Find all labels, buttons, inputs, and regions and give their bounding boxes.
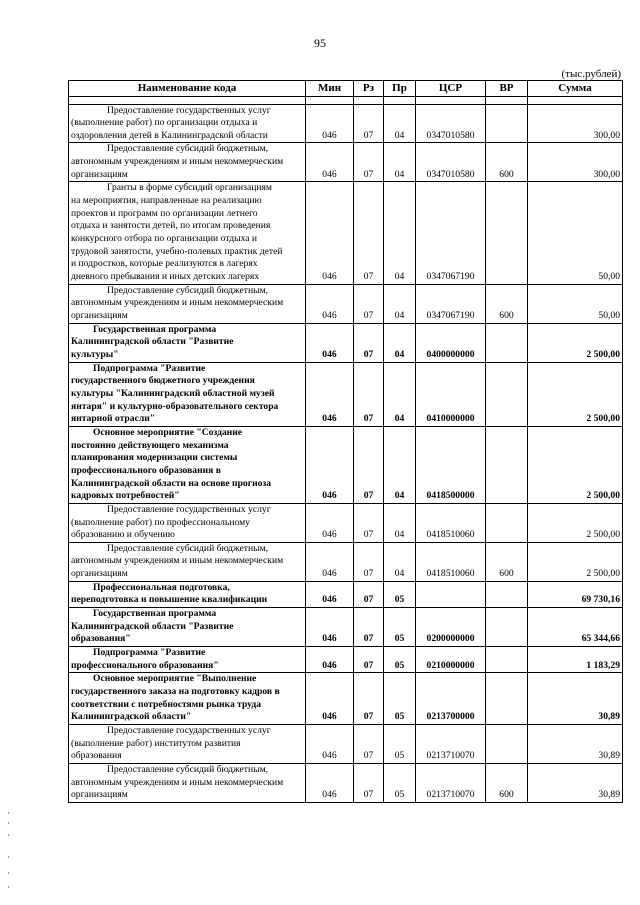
table-row xyxy=(69,426,623,503)
row-name xyxy=(69,323,306,362)
cell-pr: 04 xyxy=(384,542,416,581)
cell-csr: 0213700000 xyxy=(416,673,486,725)
cell-min: 046 xyxy=(306,104,354,143)
row-name xyxy=(69,763,306,802)
table-row xyxy=(69,284,623,323)
row-name-line: (выполнение работ) по профессиональному xyxy=(71,516,250,528)
row-name xyxy=(69,542,306,581)
cell-csr: 0400000000 xyxy=(416,323,486,362)
row-name-line: культуры" xyxy=(71,348,119,360)
cell-rz: 07 xyxy=(354,143,384,182)
cell-rz: 07 xyxy=(354,542,384,581)
row-name-line: Калининградской области "Развитие xyxy=(71,620,234,632)
cell-sum: 69 730,16 xyxy=(528,581,623,607)
header-pr: Пр xyxy=(384,81,416,97)
row-name-line: образованию и обучению xyxy=(71,529,175,541)
row-name-line: автономным учреждениям и иным некоммерческим xyxy=(71,776,284,788)
row-name xyxy=(69,143,306,182)
cell-rz: 07 xyxy=(354,608,384,647)
cell-min: 046 xyxy=(306,426,354,503)
cell-rz: 07 xyxy=(354,725,384,764)
cell-csr: 0418510060 xyxy=(416,542,486,581)
row-name-line: проектов и программ по организации летнего xyxy=(71,207,258,219)
cell-vr: 600 xyxy=(486,542,528,581)
cell-pr: 04 xyxy=(384,284,416,323)
cell-min: 046 xyxy=(306,542,354,581)
row-name-line: Подпрограмма "Развитие xyxy=(93,362,206,374)
row-name xyxy=(69,608,306,647)
row-name-line: на мероприятия, направленные на реализацию xyxy=(71,195,262,207)
row-name xyxy=(69,362,306,426)
cell-rz: 07 xyxy=(354,362,384,426)
row-name-line: государственного заказа на подготовку кадров в xyxy=(71,686,280,698)
header-sum: Сумма xyxy=(528,81,623,97)
cell-csr: 0418510060 xyxy=(416,503,486,542)
cell-min: 046 xyxy=(306,673,354,725)
row-name-line: Основное мероприятие "Создание xyxy=(93,426,243,438)
cell-vr xyxy=(486,673,528,725)
table-body xyxy=(69,96,623,802)
table-row xyxy=(69,608,623,647)
row-name-line: соответствии с потребностями рынка труда xyxy=(71,698,262,710)
row-name xyxy=(69,647,306,673)
cell-pr: 05 xyxy=(384,673,416,725)
cell-pr: 05 xyxy=(384,725,416,764)
table-row xyxy=(69,362,623,426)
cell-rz: 07 xyxy=(354,104,384,143)
cell-csr: 0213710070 xyxy=(416,725,486,764)
row-name-line: автономным учреждениям и иным некоммерческим xyxy=(71,156,284,168)
cell-pr: 04 xyxy=(384,323,416,362)
cell-sum: 30,89 xyxy=(528,725,623,764)
cell-pr: 05 xyxy=(384,581,416,607)
cell-pr: 05 xyxy=(384,608,416,647)
cell-vr xyxy=(486,608,528,647)
row-name-line: культуры "Калининградский областной музей xyxy=(71,387,275,399)
row-name xyxy=(69,104,306,143)
table-row xyxy=(69,542,623,581)
row-name-line: Основное мероприятие "Выполнение xyxy=(93,673,257,685)
row-name-line: Калининградской области" xyxy=(71,711,192,723)
cell-pr: 04 xyxy=(384,503,416,542)
row-name xyxy=(69,581,306,607)
cell-sum: 300,00 xyxy=(528,104,623,143)
header-min: Мин xyxy=(306,81,354,97)
cell-rz: 07 xyxy=(354,647,384,673)
row-name xyxy=(69,503,306,542)
cell-rz: 07 xyxy=(354,284,384,323)
table-row xyxy=(69,673,623,725)
table-row xyxy=(69,725,623,764)
cell-sum: 30,89 xyxy=(528,673,623,725)
row-name-line: автономным учреждениям и иным некоммерческим xyxy=(71,297,284,309)
row-name-line: Предоставление субсидий бюджетным, xyxy=(107,542,269,554)
row-name-line: постоянно действующего механизма xyxy=(71,439,229,451)
row-name xyxy=(69,284,306,323)
row-name-line: (выполнение работ) институтом развития xyxy=(71,737,241,749)
row-name-line: Предоставление государственных услуг xyxy=(107,725,271,737)
cell-min: 046 xyxy=(306,362,354,426)
cell-csr: 0347067190 xyxy=(416,182,486,284)
row-name-line: организациям xyxy=(71,168,128,180)
scan-marks xyxy=(6,812,12,902)
table-row xyxy=(69,763,623,802)
row-name-line: организациям xyxy=(71,568,128,580)
table-row xyxy=(69,503,623,542)
row-name-line: кадровых потребностей" xyxy=(71,490,180,502)
cell-vr: 600 xyxy=(486,763,528,802)
row-name-line: организациям xyxy=(71,310,128,322)
cell-rz: 07 xyxy=(354,673,384,725)
row-name-line: автономным учреждениям и иным некоммерческим xyxy=(71,555,284,567)
page-number: 95 xyxy=(314,36,326,50)
cell-vr xyxy=(486,581,528,607)
row-name-line: организациям xyxy=(71,789,128,801)
table-header-row xyxy=(69,81,623,97)
row-name-line: образования xyxy=(71,750,122,762)
cell-sum: 30,89 xyxy=(528,763,623,802)
cell-vr xyxy=(486,182,528,284)
row-name xyxy=(69,673,306,725)
cell-csr: 0200000000 xyxy=(416,608,486,647)
cell-sum: 1 183,29 xyxy=(528,647,623,673)
cell-sum: 2 500,00 xyxy=(528,362,623,426)
cell-min: 046 xyxy=(306,581,354,607)
cell-min: 046 xyxy=(306,608,354,647)
cell-vr: 600 xyxy=(486,284,528,323)
row-name-line: профессионального образования" xyxy=(71,659,219,671)
cell-pr: 04 xyxy=(384,182,416,284)
cell-csr: 0347067190 xyxy=(416,284,486,323)
cell-pr: 05 xyxy=(384,763,416,802)
cell-csr: 0347010580 xyxy=(416,143,486,182)
row-name-line: Калининградской области на основе прогноза xyxy=(71,477,272,489)
cell-pr: 04 xyxy=(384,426,416,503)
units-note: (тыс.рублей) xyxy=(561,68,621,80)
cell-pr: 04 xyxy=(384,362,416,426)
table-row xyxy=(69,647,623,673)
row-name-line: профессионального образования в xyxy=(71,464,221,476)
cell-sum: 50,00 xyxy=(528,182,623,284)
cell-rz: 07 xyxy=(354,763,384,802)
cell-min: 046 xyxy=(306,725,354,764)
cell-min: 046 xyxy=(306,143,354,182)
table-row xyxy=(69,143,623,182)
header-csr: ЦСР xyxy=(416,81,486,97)
row-name-line: образования" xyxy=(71,633,131,645)
budget-table xyxy=(68,80,623,803)
cell-rz: 07 xyxy=(354,581,384,607)
cell-csr: 0410000000 xyxy=(416,362,486,426)
cell-vr xyxy=(486,362,528,426)
cell-vr xyxy=(486,104,528,143)
cell-csr: 0418500000 xyxy=(416,426,486,503)
row-name-line: Предоставление государственных услуг xyxy=(107,104,271,116)
row-name-line: и подростков, которые реализуются в лагерях xyxy=(71,258,258,270)
cell-min: 046 xyxy=(306,503,354,542)
row-name-line: Профессиональная подготовка, xyxy=(93,581,230,593)
cell-min: 046 xyxy=(306,284,354,323)
row-name-line: трудовой занятости, учебно-полевых практик детей xyxy=(71,245,283,257)
cell-rz: 07 xyxy=(354,503,384,542)
row-name-line: янтарной отрасли" xyxy=(71,413,156,425)
cell-min: 046 xyxy=(306,182,354,284)
row-name-line: Калининградской области "Развитие xyxy=(71,336,234,348)
table-row xyxy=(69,581,623,607)
cell-vr: 600 xyxy=(486,143,528,182)
cell-rz: 07 xyxy=(354,426,384,503)
cell-sum: 50,00 xyxy=(528,284,623,323)
cell-csr: 0210000000 xyxy=(416,647,486,673)
row-name-line: Государственная программа xyxy=(93,608,217,620)
row-name-line: янтаря" и культурно-образовательного сектора xyxy=(71,400,279,412)
cell-rz: 07 xyxy=(354,323,384,362)
header-rz: Рз xyxy=(354,81,384,97)
cell-sum: 2 500,00 xyxy=(528,503,623,542)
row-name-line: Подпрограмма "Развитие xyxy=(93,647,206,659)
cell-sum: 2 500,00 xyxy=(528,323,623,362)
cell-sum: 2 500,00 xyxy=(528,542,623,581)
header-vr: ВР xyxy=(486,81,528,97)
row-name-line: планирования модернизации системы xyxy=(71,452,238,464)
spacer-row xyxy=(69,96,623,104)
row-name-line: (выполнение работ) по организации отдыха и xyxy=(71,117,258,129)
cell-csr xyxy=(416,581,486,607)
row-name-line: отдыха и занятости детей, по итогам проведения xyxy=(71,220,271,232)
cell-vr xyxy=(486,647,528,673)
cell-pr: 04 xyxy=(384,104,416,143)
cell-sum: 2 500,00 xyxy=(528,426,623,503)
row-name xyxy=(69,725,306,764)
cell-pr: 05 xyxy=(384,647,416,673)
row-name-line: Предоставление субсидий бюджетным, xyxy=(107,143,269,155)
cell-vr xyxy=(486,323,528,362)
row-name-line: дневного пребывания и иных детских лагерях xyxy=(71,271,260,283)
table-row xyxy=(69,323,623,362)
cell-csr: 0213710070 xyxy=(416,763,486,802)
cell-vr xyxy=(486,725,528,764)
cell-pr: 04 xyxy=(384,143,416,182)
row-name-line: Предоставление субсидий бюджетным, xyxy=(107,284,269,296)
cell-min: 046 xyxy=(306,323,354,362)
header-name: Наименование кода xyxy=(69,81,306,97)
cell-sum: 65 344,66 xyxy=(528,608,623,647)
cell-vr xyxy=(486,426,528,503)
cell-rz: 07 xyxy=(354,182,384,284)
table-row xyxy=(69,104,623,143)
row-name-line: переподготовка и повышение квалификации xyxy=(71,594,268,606)
row-name-line: конкурсного отбора по организации отдыха и xyxy=(71,233,258,245)
row-name xyxy=(69,182,306,284)
cell-vr xyxy=(486,503,528,542)
row-name-line: Государственная программа xyxy=(93,323,217,335)
row-name-line: государственного бюджетного учреждения xyxy=(71,375,255,387)
cell-csr: 0347010580 xyxy=(416,104,486,143)
cell-min: 046 xyxy=(306,763,354,802)
table-row xyxy=(69,182,623,284)
row-name-line: Предоставление субсидий бюджетным, xyxy=(107,763,269,775)
row-name xyxy=(69,426,306,503)
row-name-line: Гранты в форме субсидий организациям xyxy=(107,182,272,194)
row-name-line: оздоровления детей в Калининградской области xyxy=(71,129,268,141)
cell-min: 046 xyxy=(306,647,354,673)
row-name-line: Предоставление государственных услуг xyxy=(107,503,271,515)
cell-sum: 300,00 xyxy=(528,143,623,182)
